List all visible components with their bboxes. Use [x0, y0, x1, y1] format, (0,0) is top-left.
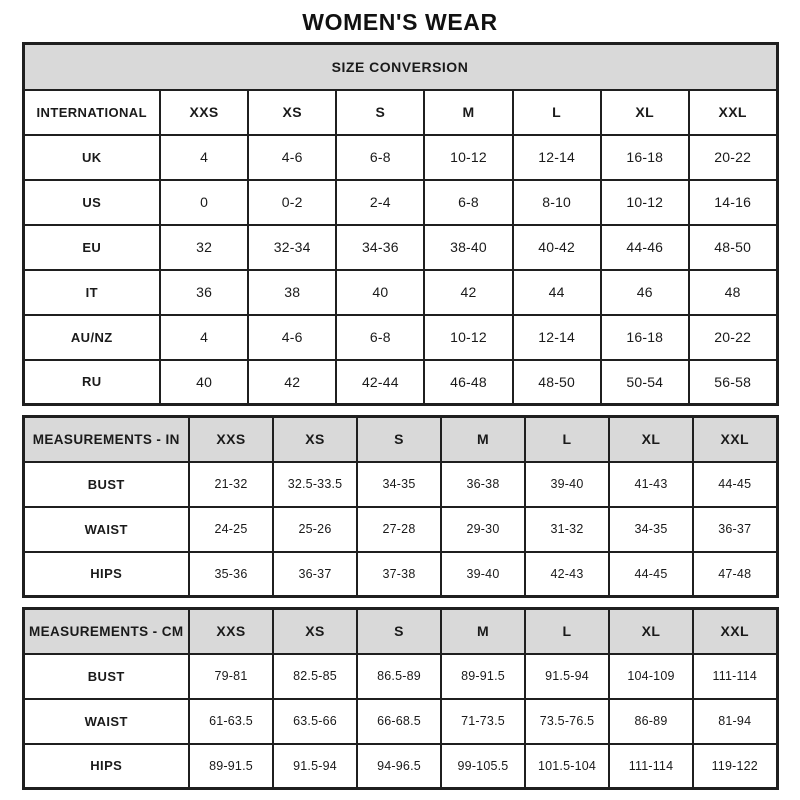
value-cell: 14-16 — [689, 180, 777, 225]
table-row — [23, 135, 777, 180]
value-cell: 4 — [160, 315, 248, 360]
table-row — [23, 699, 777, 744]
table-banner: SIZE CONVERSION — [23, 44, 777, 90]
value-cell: 20-22 — [689, 315, 777, 360]
value-cell: 79-81 — [189, 654, 273, 699]
value-cell: 86-89 — [609, 699, 693, 744]
column-header-xxl: XXL — [693, 417, 777, 462]
row-label: HIPS — [23, 552, 189, 597]
value-cell: 0 — [160, 180, 248, 225]
value-cell: 71-73.5 — [441, 699, 525, 744]
row-header-label: MEASUREMENTS - CM — [23, 609, 189, 654]
value-cell: 61-63.5 — [189, 699, 273, 744]
row-label: RU — [23, 360, 160, 405]
value-cell: 63.5-66 — [273, 699, 357, 744]
row-label: WAIST — [23, 507, 189, 552]
column-header-xxl: XXL — [693, 609, 777, 654]
value-cell: 29-30 — [441, 507, 525, 552]
column-header-xl: XL — [609, 609, 693, 654]
column-header-m: M — [424, 90, 512, 135]
column-header-xl: XL — [601, 90, 689, 135]
row-header-label: MEASUREMENTS - IN — [23, 417, 189, 462]
value-cell: 82.5-85 — [273, 654, 357, 699]
table-row — [23, 270, 777, 315]
row-label: AU/NZ — [23, 315, 160, 360]
value-cell: 2-4 — [336, 180, 424, 225]
value-cell: 36-37 — [273, 552, 357, 597]
column-header-s: S — [357, 609, 441, 654]
value-cell: 50-54 — [601, 360, 689, 405]
value-cell: 86.5-89 — [357, 654, 441, 699]
value-cell: 48 — [689, 270, 777, 315]
size-conversion-table — [22, 42, 779, 406]
value-cell: 4 — [160, 135, 248, 180]
value-cell: 6-8 — [336, 135, 424, 180]
value-cell: 32 — [160, 225, 248, 270]
value-cell: 21-32 — [189, 462, 273, 507]
value-cell: 46 — [601, 270, 689, 315]
value-cell: 44-46 — [601, 225, 689, 270]
value-cell: 27-28 — [357, 507, 441, 552]
value-cell: 91.5-94 — [273, 744, 357, 789]
table-row — [23, 654, 777, 699]
column-header-xs: XS — [248, 90, 336, 135]
value-cell: 37-38 — [357, 552, 441, 597]
value-cell: 0-2 — [248, 180, 336, 225]
column-header-xxs: XXS — [189, 609, 273, 654]
value-cell: 34-35 — [609, 507, 693, 552]
row-label: WAIST — [23, 699, 189, 744]
value-cell: 42 — [248, 360, 336, 405]
value-cell: 56-58 — [689, 360, 777, 405]
value-cell: 10-12 — [601, 180, 689, 225]
value-cell: 73.5-76.5 — [525, 699, 609, 744]
value-cell: 38-40 — [424, 225, 512, 270]
column-header-s: S — [336, 90, 424, 135]
value-cell: 41-43 — [609, 462, 693, 507]
value-cell: 25-26 — [273, 507, 357, 552]
value-cell: 4-6 — [248, 135, 336, 180]
value-cell: 38 — [248, 270, 336, 315]
value-cell: 12-14 — [513, 315, 601, 360]
value-cell: 36 — [160, 270, 248, 315]
value-cell: 32-34 — [248, 225, 336, 270]
value-cell: 81-94 — [693, 699, 777, 744]
value-cell: 16-18 — [601, 315, 689, 360]
value-cell: 6-8 — [336, 315, 424, 360]
table-row — [23, 552, 777, 597]
row-label: HIPS — [23, 744, 189, 789]
row-label: US — [23, 180, 160, 225]
measurements-cm-table — [22, 607, 779, 790]
column-header-l: L — [525, 417, 609, 462]
value-cell: 40 — [160, 360, 248, 405]
value-cell: 91.5-94 — [525, 654, 609, 699]
value-cell: 10-12 — [424, 315, 512, 360]
value-cell: 119-122 — [693, 744, 777, 789]
value-cell: 12-14 — [513, 135, 601, 180]
row-label: EU — [23, 225, 160, 270]
row-label: IT — [23, 270, 160, 315]
column-header-l: L — [513, 90, 601, 135]
table-row — [23, 462, 777, 507]
value-cell: 46-48 — [424, 360, 512, 405]
column-header-xxl: XXL — [689, 90, 777, 135]
value-cell: 40-42 — [513, 225, 601, 270]
value-cell: 40 — [336, 270, 424, 315]
column-header-xs: XS — [273, 417, 357, 462]
value-cell: 89-91.5 — [441, 654, 525, 699]
value-cell: 104-109 — [609, 654, 693, 699]
value-cell: 32.5-33.5 — [273, 462, 357, 507]
value-cell: 42 — [424, 270, 512, 315]
value-cell: 20-22 — [689, 135, 777, 180]
table-header-row — [23, 417, 777, 462]
value-cell: 39-40 — [441, 552, 525, 597]
column-header-l: L — [525, 609, 609, 654]
value-cell: 42-43 — [525, 552, 609, 597]
value-cell: 42-44 — [336, 360, 424, 405]
row-header-label: INTERNATIONAL — [23, 90, 160, 135]
column-header-xl: XL — [609, 417, 693, 462]
value-cell: 10-12 — [424, 135, 512, 180]
value-cell: 36-38 — [441, 462, 525, 507]
value-cell: 47-48 — [693, 552, 777, 597]
value-cell: 111-114 — [693, 654, 777, 699]
column-header-m: M — [441, 609, 525, 654]
column-header-s: S — [357, 417, 441, 462]
value-cell: 111-114 — [609, 744, 693, 789]
column-header-xxs: XXS — [160, 90, 248, 135]
value-cell: 24-25 — [189, 507, 273, 552]
value-cell: 44 — [513, 270, 601, 315]
table-banner-row — [23, 44, 777, 90]
value-cell: 35-36 — [189, 552, 273, 597]
value-cell: 44-45 — [609, 552, 693, 597]
row-label: BUST — [23, 462, 189, 507]
table-row — [23, 180, 777, 225]
value-cell: 66-68.5 — [357, 699, 441, 744]
value-cell: 101.5-104 — [525, 744, 609, 789]
value-cell: 99-105.5 — [441, 744, 525, 789]
value-cell: 36-37 — [693, 507, 777, 552]
value-cell: 48-50 — [513, 360, 601, 405]
value-cell: 4-6 — [248, 315, 336, 360]
column-header-xxs: XXS — [189, 417, 273, 462]
column-header-m: M — [441, 417, 525, 462]
row-label: BUST — [23, 654, 189, 699]
value-cell: 34-36 — [336, 225, 424, 270]
value-cell: 6-8 — [424, 180, 512, 225]
table-row — [23, 225, 777, 270]
column-header-xs: XS — [273, 609, 357, 654]
table-row — [23, 360, 777, 405]
page-title: WOMEN'S WEAR — [302, 9, 498, 35]
value-cell: 16-18 — [601, 135, 689, 180]
value-cell: 89-91.5 — [189, 744, 273, 789]
value-cell: 94-96.5 — [357, 744, 441, 789]
value-cell: 31-32 — [525, 507, 609, 552]
value-cell: 34-35 — [357, 462, 441, 507]
row-label: UK — [23, 135, 160, 180]
value-cell: 44-45 — [693, 462, 777, 507]
measurements-in-table — [22, 415, 779, 598]
table-row — [23, 315, 777, 360]
table-row — [23, 744, 777, 789]
table-header-row — [23, 609, 777, 654]
value-cell: 39-40 — [525, 462, 609, 507]
value-cell: 8-10 — [513, 180, 601, 225]
value-cell: 48-50 — [689, 225, 777, 270]
table-header-row — [23, 90, 777, 135]
table-row — [23, 507, 777, 552]
